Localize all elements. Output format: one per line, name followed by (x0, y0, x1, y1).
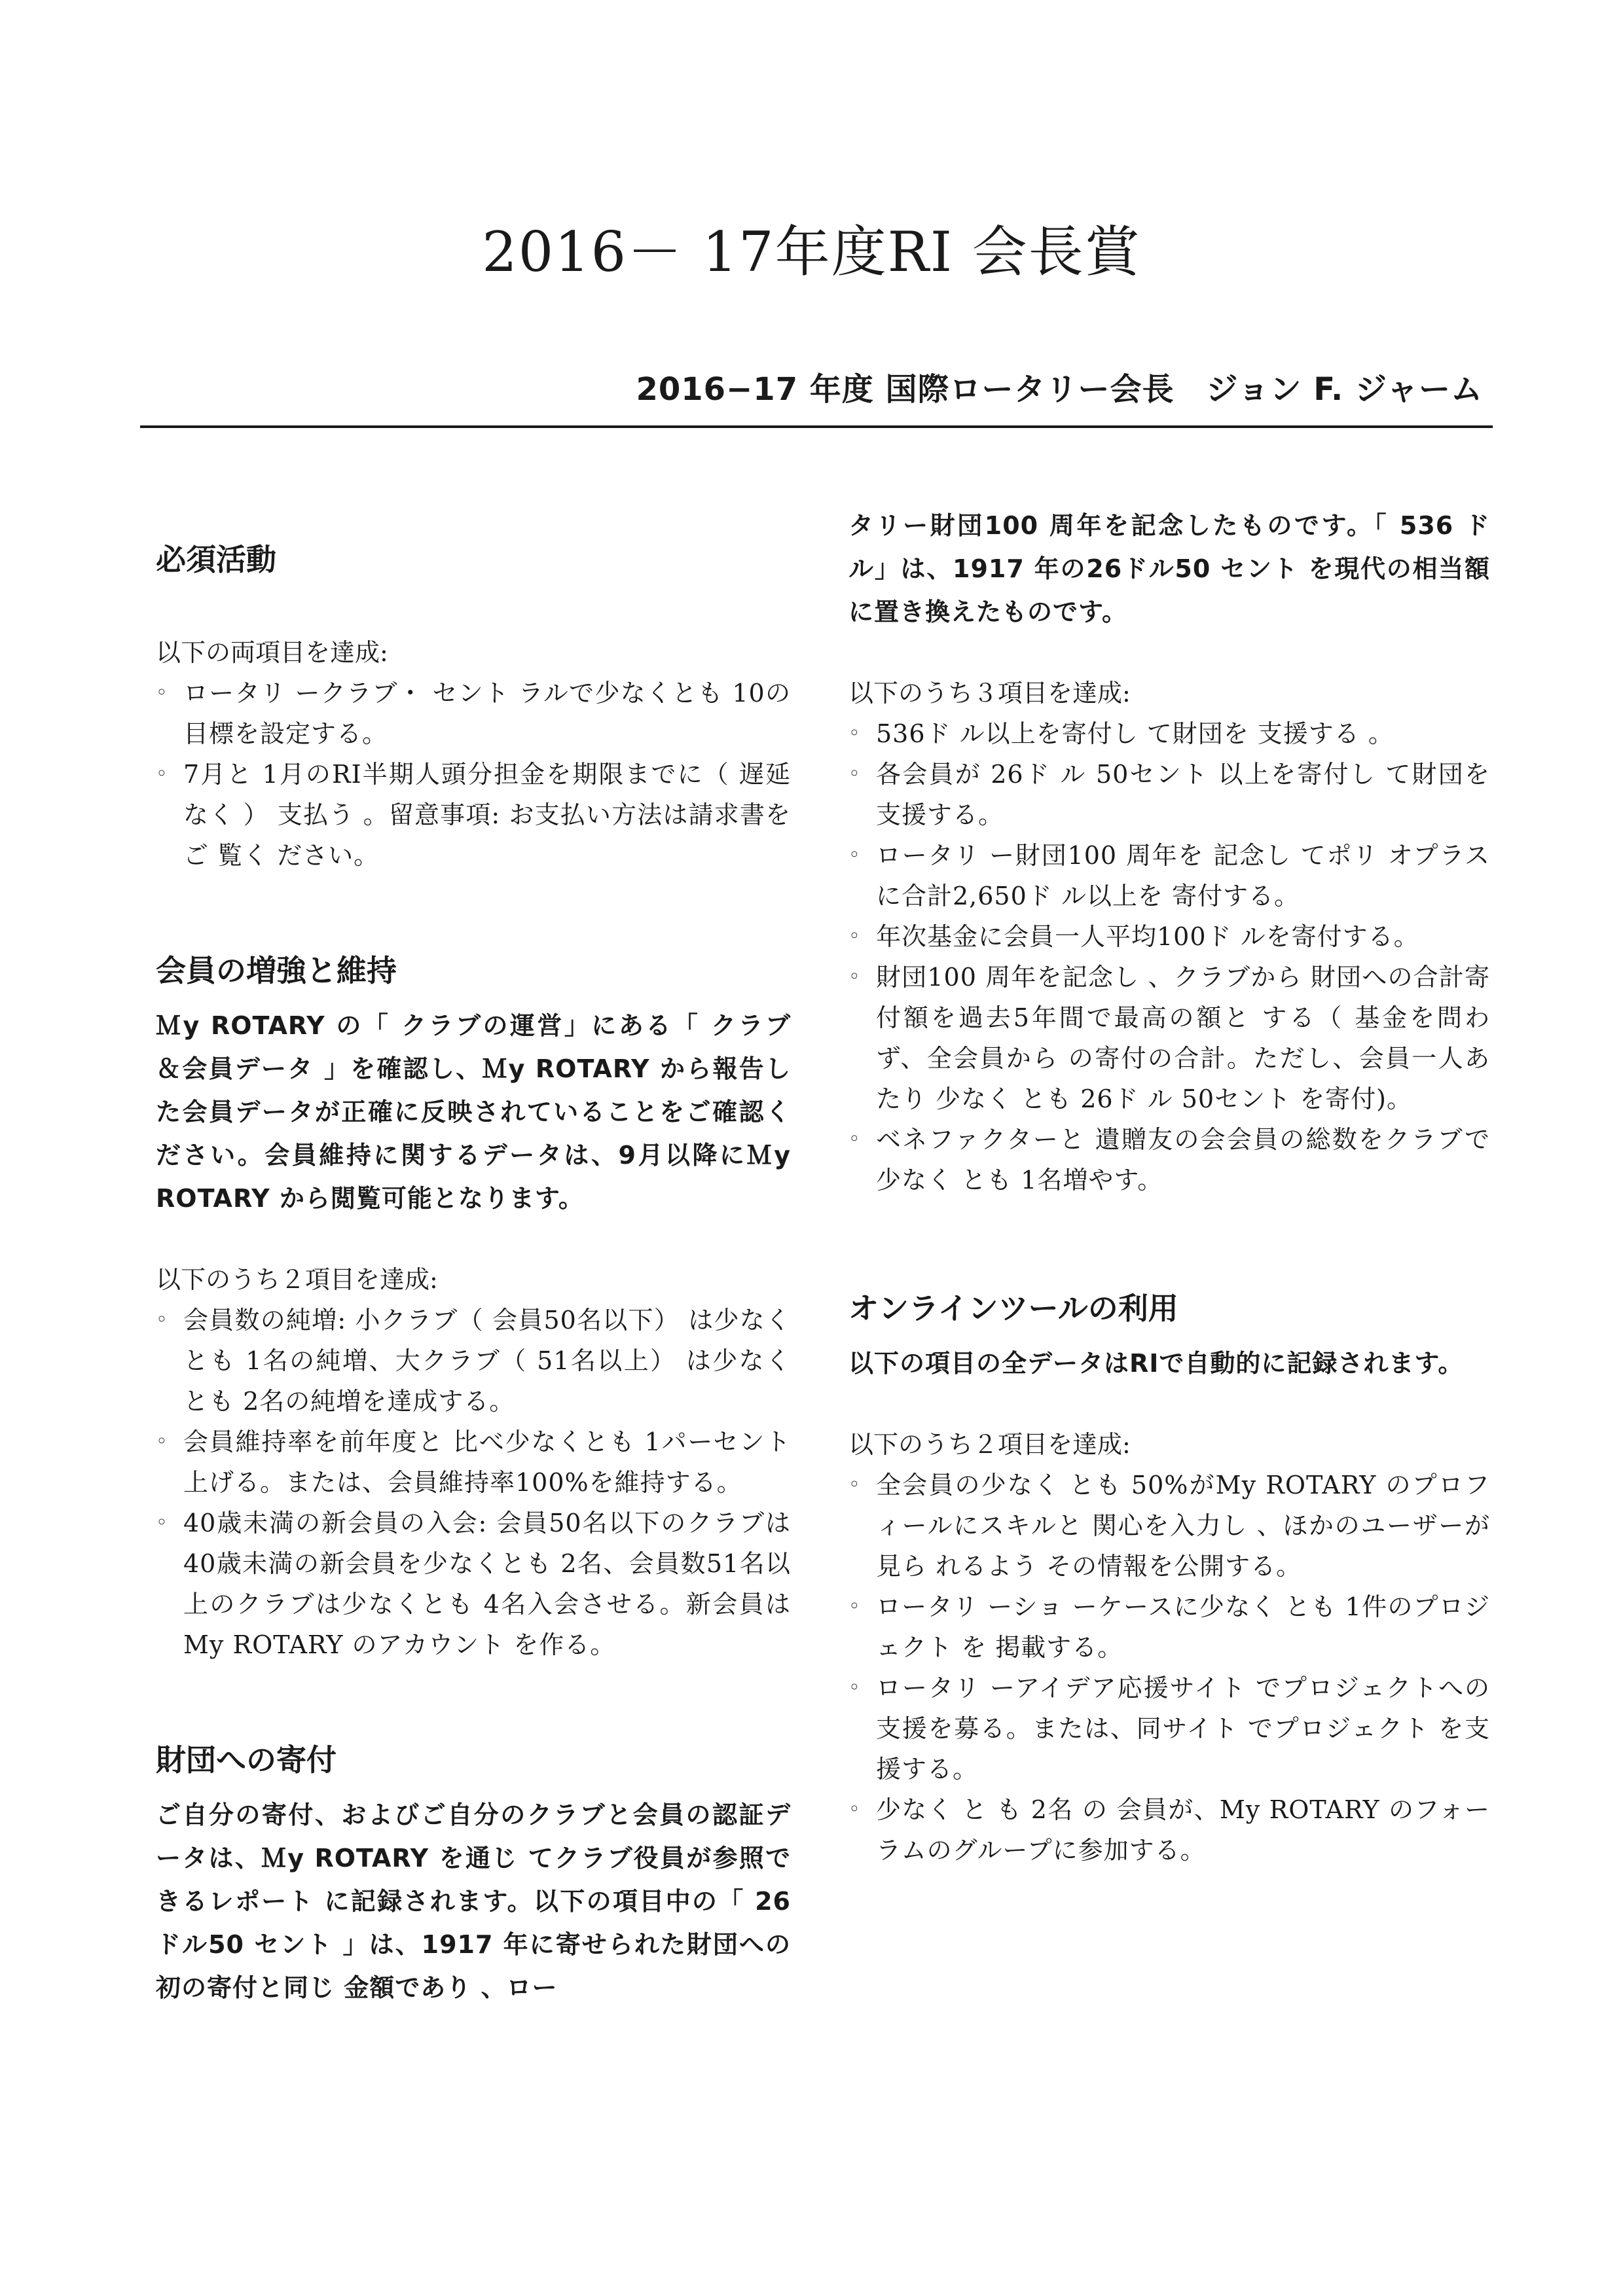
online-lead: 以下のうち２項目を達成: (848, 1430, 1131, 1459)
list-item: ◦ ロータリ ークラブ・ セント ラルで少なくとも 10の目標を設定する。 (156, 673, 791, 754)
bullet-icon: ◦ (848, 1473, 861, 1496)
list-item: ◦ 7月と 1月のRI半期人頭分担金を期限までに（ 遅延なく ） 支払う 。留意事項: お支払い方法は請求書をご 覧く ださい。 (156, 754, 791, 876)
list-item: ◦ 財団100 周年を記念し 、クラブから 財団への合計寄付額を過去5年間で最高の額と する（ 基金を問わず、全会員から の寄付の合計。ただし、会員一人あたり 少なく とも 26ド ル 50セント を寄付)。 (848, 957, 1490, 1119)
required-list (156, 673, 791, 876)
bullet-icon: ◦ (848, 925, 861, 948)
foundation-intro-continued: タリー財団100 周年を記念したものです。「 536 ドル」は、1917 年の26ドル50 セント を現代の相当額に置き換えたものです。 (848, 511, 1490, 626)
bullet-icon: ◦ (156, 1308, 168, 1331)
list-item: ◦ ロータリ ーショ ーケースに少なく とも 1件のプロジェクト を 掲載する。 (848, 1587, 1490, 1668)
list-item: ◦ 少なく と も 2名 の 会員が、My ROTARY のフォーラムのグループに参加する。 (848, 1789, 1490, 1871)
right-column (848, 504, 1490, 1871)
left-column (156, 537, 791, 2009)
online-intro: 以下の項目の全データはRIで自動的に記録されます。 (848, 1349, 1464, 1378)
bullet-icon: ◦ (848, 722, 861, 745)
bullet-icon: ◦ (848, 762, 861, 785)
list-item: ◦ 全会員の少なく とも 50%がMy ROTARY のプロフィールにスキルと 関心を入力し 、ほかのユーザーが見ら れるよう その情報を公開する。 (848, 1465, 1490, 1587)
membership-intro: Ｍy ROTARY の「 クラブの運営」にある「 クラブ ＆会員データ 」を確認し、Ｍy ROTARY から報告した会員データが正確に反映されていることをご確認ください。会員維持に関するデータは、9月以降にＭy ROTARY から閲覧可能となります。 (156, 1011, 791, 1213)
foundation-intro: ご自分の寄付、およびご自分のクラブと会員の認証データは、Ｍy ROTARY を通じ てクラブ役員が参照できるレポート に記録されます。以下の項目中の「 26ドル50 セント 」は、1917 年に寄せられた財団への初の寄付と同じ 金額であり 、ロー (156, 1801, 791, 2002)
section-heading-online: オンラインツールの利用 (848, 1291, 1178, 1326)
list-item: ◦ 年次基金に会員一人平均100ド ルを寄付する。 (848, 916, 1490, 957)
required-lead: 以下の両項目を達成: (156, 638, 388, 667)
list-item: ◦ ロータリ ー財団100 周年を 記念し てポリ オプラスに合計2,650ド ル以上を 寄付する。 (848, 835, 1490, 916)
section-heading-foundation: 財団への寄付 (156, 1742, 337, 1778)
list-item: ◦ 会員維持率を前年度と 比べ少なくとも 1パーセント 上げる。または、会員維持率100%を維持する。 (156, 1422, 791, 1503)
bullet-icon: ◦ (848, 965, 861, 988)
membership-lead: 以下のうち２項目を達成: (156, 1265, 438, 1294)
foundation-list (848, 713, 1490, 1200)
bullet-icon: ◦ (848, 1128, 861, 1151)
header-divider (140, 425, 1493, 428)
bullet-icon: ◦ (156, 1430, 168, 1453)
list-item: ◦ 会員数の純増: 小クラブ（ 会員50名以下） は少なくとも 1名の純増、大クラブ（ 51名以上） は少なくとも 2名の純増を達成する。 (156, 1300, 791, 1422)
list-item: ◦ 536ド ル以上を寄付し て財団を 支援する 。 (848, 713, 1490, 754)
foundation-lead: 以下のうち３項目を達成: (848, 679, 1131, 708)
bullet-icon: ◦ (156, 1511, 168, 1534)
bullet-icon: ◦ (848, 844, 861, 867)
bullet-icon: ◦ (156, 681, 168, 704)
list-item: ◦ 40歳未満の新会員の入会: 会員50名以下のクラブは40歳未満の新会員を少なくとも 2名、会員数51名以上のクラブは少なくとも 4名入会させる。新会員はMy ROTARY のアカウント を作る。 (156, 1503, 791, 1665)
bullet-icon: ◦ (156, 762, 168, 785)
bullet-icon: ◦ (848, 1676, 861, 1699)
section-heading-required: 必須活動 (156, 542, 276, 577)
list-item: ◦ ロータリ ーアイデア応援サイト でプロジェクトへの支援を募る。または、同サイト でプロジェクト を支援する。 (848, 1668, 1490, 1789)
online-list (848, 1465, 1490, 1871)
bullet-icon: ◦ (848, 1595, 861, 1618)
page-title: 2016－ 17年度RI 会長賞 (482, 220, 1141, 284)
section-heading-membership: 会員の増強と維持 (156, 953, 397, 988)
byline: 2016−17 年度 国際ロータリー会長 ジョン F. ジャーム (636, 371, 1483, 408)
list-item: ◦ 各会員が 26ド ル 50セント 以上を寄付し て財団を支援する。 (848, 754, 1490, 835)
membership-list (156, 1300, 791, 1665)
list-item: ◦ ベネファクターと 遺贈友の会会員の総数をクラブで少なく とも 1名増やす。 (848, 1119, 1490, 1200)
bullet-icon: ◦ (848, 1798, 861, 1821)
